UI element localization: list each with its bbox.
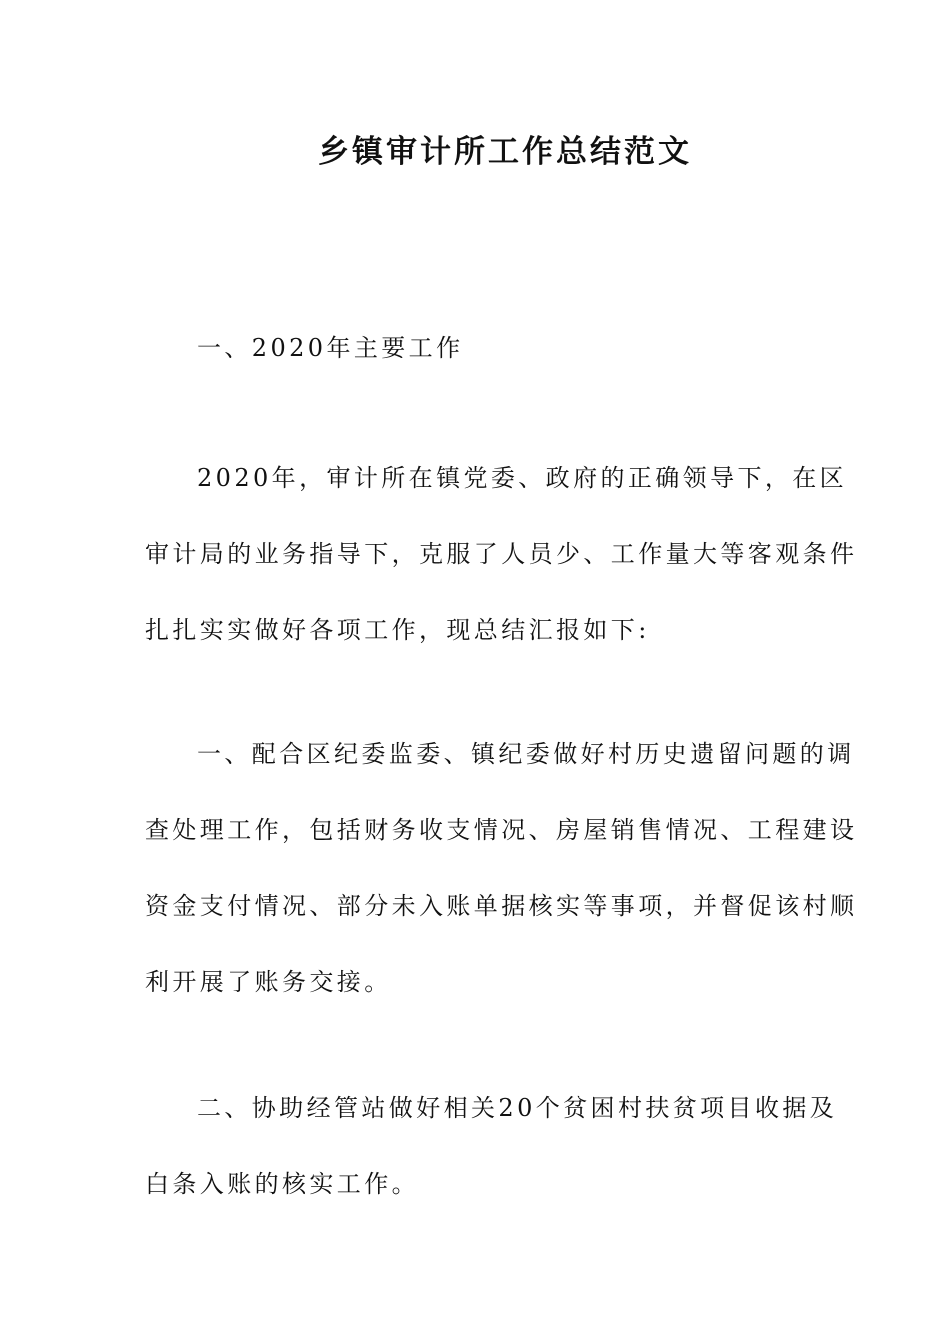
paragraph-line: 白条入账的核实工作。: [145, 1170, 419, 1198]
paragraph-line: 审计局的业务指导下，克服了人员少、工作量大等客观条件: [145, 540, 858, 568]
section-heading: [145, 310, 810, 386]
heading-line: 一、2020年主要工作: [197, 334, 464, 362]
intro-paragraph: [145, 440, 858, 668]
item-one-paragraph: [145, 716, 858, 1020]
paragraph-line: 一、配合区纪委监委、镇纪委做好村历史遗留问题的调: [197, 740, 855, 768]
paragraph-line: 扎扎实实做好各项工作，现总结汇报如下:: [145, 616, 650, 644]
paragraph-line: 2020年，审计所在镇党委、政府的正确领导下，在区: [197, 464, 848, 492]
paragraph-line: 利开展了账务交接。: [145, 968, 392, 996]
document-title: 乡镇审计所工作总结范文: [318, 134, 692, 170]
paragraph-line: 查处理工作，包括财务收支情况、房屋销售情况、工程建设: [145, 816, 858, 844]
paragraph-line: 二、协助经管站做好相关20个贫困村扶贫项目收据及: [197, 1094, 838, 1122]
item-two-paragraph: [145, 1070, 838, 1222]
paragraph-line: 资金支付情况、部分未入账单据核实等事项，并督促该村顺: [145, 892, 858, 920]
